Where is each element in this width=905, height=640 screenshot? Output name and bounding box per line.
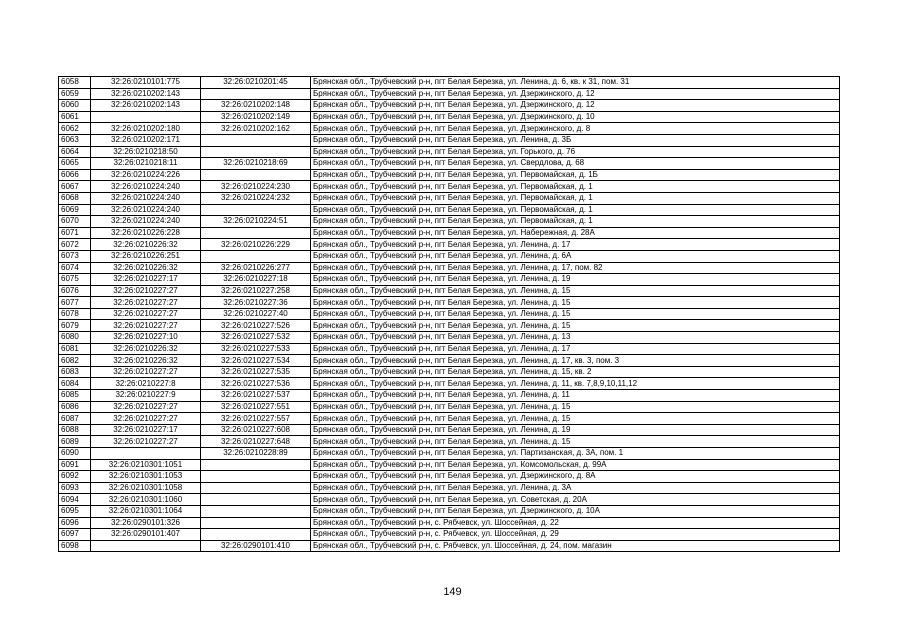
building-cadastral-number-cell: 32:26:0210224:51: [201, 216, 311, 228]
row-number-cell: 6072: [59, 239, 91, 251]
land-cadastral-number-cell: 32:26:0210301:1064: [91, 505, 201, 517]
address-cell: Брянская обл., Трубчевский р-н, пгт Белая Березка, ул. Первомайская, д. 1: [311, 192, 840, 204]
row-number-cell: 6060: [59, 100, 91, 112]
table-row: [59, 134, 840, 146]
table-row: [59, 88, 840, 100]
row-number-cell: 6067: [59, 181, 91, 193]
building-cadastral-number-cell: 32:26:0210226:229: [201, 239, 311, 251]
building-cadastral-number-cell: 32:26:0210227:551: [201, 401, 311, 413]
table-row: [59, 505, 840, 517]
table-row: [59, 390, 840, 402]
table-row: [59, 111, 840, 123]
address-cell: Брянская обл., Трубчевский р-н, с. Рябчевск, ул. Шоссейная, д. 22: [311, 517, 840, 529]
row-number-cell: 6063: [59, 134, 91, 146]
row-number-cell: 6068: [59, 192, 91, 204]
land-cadastral-number-cell: 32:26:0210227:10: [91, 332, 201, 344]
building-cadastral-number-cell: [201, 471, 311, 483]
land-cadastral-number-cell: 32:26:0210218:11: [91, 158, 201, 170]
land-cadastral-number-cell: 32:26:0210224:240: [91, 192, 201, 204]
land-cadastral-number-cell: 32:26:0210227:27: [91, 401, 201, 413]
table-row: [59, 169, 840, 181]
row-number-cell: 6094: [59, 494, 91, 506]
building-cadastral-number-cell: [201, 494, 311, 506]
row-number-cell: 6087: [59, 413, 91, 425]
land-cadastral-number-cell: [91, 111, 201, 123]
land-cadastral-number-cell: 32:26:0210226:251: [91, 250, 201, 262]
table-row: [59, 320, 840, 332]
building-cadastral-number-cell: 32:26:0210224:230: [201, 181, 311, 193]
address-cell: Брянская обл., Трубчевский р-н, пгт Белая Березка, ул. Ленина, д. 19: [311, 424, 840, 436]
address-cell: Брянская обл., Трубчевский р-н, пгт Белая Березка, ул. Первомайская, д. 1Б: [311, 169, 840, 181]
address-cell: Брянская обл., Трубчевский р-н, пгт Белая Березка, ул. Первомайская, д. 1: [311, 181, 840, 193]
building-cadastral-number-cell: 32:26:0210202:148: [201, 100, 311, 112]
land-cadastral-number-cell: 32:26:0210224:226: [91, 169, 201, 181]
table-row: [59, 355, 840, 367]
row-number-cell: 6078: [59, 308, 91, 320]
address-cell: Брянская обл., Трубчевский р-н, пгт Белая Березка, ул. Комсомольская, д. 99А: [311, 459, 840, 471]
table-row: [59, 436, 840, 448]
address-cell: Брянская обл., Трубчевский р-н, пгт Белая Березка, ул. Дзержинского, д. 8А: [311, 471, 840, 483]
table-row: [59, 297, 840, 309]
building-cadastral-number-cell: 32:26:0210227:18: [201, 274, 311, 286]
land-cadastral-number-cell: 32:26:0210227:17: [91, 424, 201, 436]
address-cell: Брянская обл., Трубчевский р-н, пгт Белая Березка, ул. Первомайская, д. 1: [311, 204, 840, 216]
land-cadastral-number-cell: 32:26:0210301:1051: [91, 459, 201, 471]
land-cadastral-number-cell: 32:26:0210226:32: [91, 343, 201, 355]
land-cadastral-number-cell: 32:26:0210224:240: [91, 216, 201, 228]
land-cadastral-number-cell: 32:26:0210227:27: [91, 320, 201, 332]
row-number-cell: 6095: [59, 505, 91, 517]
building-cadastral-number-cell: 32:26:0210201:45: [201, 77, 311, 89]
building-cadastral-number-cell: 32:26:0210227:258: [201, 285, 311, 297]
building-cadastral-number-cell: 32:26:0210227:648: [201, 436, 311, 448]
row-number-cell: 6076: [59, 285, 91, 297]
land-cadastral-number-cell: 32:26:0290101:407: [91, 529, 201, 541]
building-cadastral-number-cell: [201, 517, 311, 529]
table-row: [59, 529, 840, 541]
page-number: 149: [443, 586, 462, 598]
land-cadastral-number-cell: 32:26:0210227:27: [91, 366, 201, 378]
building-cadastral-number-cell: 32:26:0210227:536: [201, 378, 311, 390]
land-cadastral-number-cell: 32:26:0210202:143: [91, 100, 201, 112]
building-cadastral-number-cell: 32:26:0210227:537: [201, 390, 311, 402]
land-cadastral-number-cell: 32:26:0210224:240: [91, 181, 201, 193]
building-cadastral-number-cell: [201, 88, 311, 100]
table-row: [59, 343, 840, 355]
land-cadastral-number-cell: 32:26:0210202:143: [91, 88, 201, 100]
land-cadastral-number-cell: 32:26:0210227:9: [91, 390, 201, 402]
land-cadastral-number-cell: 32:26:0210227:27: [91, 308, 201, 320]
address-cell: Брянская обл., Трубчевский р-н, пгт Белая Березка, ул. Ленина, д. 17: [311, 239, 840, 251]
row-number-cell: 6091: [59, 459, 91, 471]
land-cadastral-number-cell: 32:26:0210224:240: [91, 204, 201, 216]
table-row: [59, 181, 840, 193]
building-cadastral-number-cell: 32:26:0210202:149: [201, 111, 311, 123]
land-cadastral-number-cell: [91, 540, 201, 552]
row-number-cell: 6086: [59, 401, 91, 413]
address-cell: Брянская обл., Трубчевский р-н, пгт Белая Березка, ул. Ленина, д. 17: [311, 343, 840, 355]
address-cell: Брянская обл., Трубчевский р-н, пгт Белая Березка, ул. Ленина, д. 11, кв. 7,8,9,10,11,12: [311, 378, 840, 390]
table-row: [59, 192, 840, 204]
row-number-cell: 6062: [59, 123, 91, 135]
address-cell: Брянская обл., Трубчевский р-н, пгт Белая Березка, ул. Ленина, д. 15, кв. 2: [311, 366, 840, 378]
building-cadastral-number-cell: [201, 250, 311, 262]
table-row: [59, 123, 840, 135]
land-cadastral-number-cell: [91, 448, 201, 460]
building-cadastral-number-cell: [201, 529, 311, 541]
row-number-cell: 6071: [59, 227, 91, 239]
address-cell: Брянская обл., Трубчевский р-н, пгт Белая Березка, ул. Ленина, д. 13: [311, 332, 840, 344]
row-number-cell: 6077: [59, 297, 91, 309]
address-cell: Брянская обл., Трубчевский р-н, пгт Белая Березка, ул. Ленина, д. 11: [311, 390, 840, 402]
row-number-cell: 6088: [59, 424, 91, 436]
land-cadastral-number-cell: 32:26:0210227:27: [91, 413, 201, 425]
table-row: [59, 250, 840, 262]
table-row: [59, 146, 840, 158]
address-cell: Брянская обл., Трубчевский р-н, пгт Белая Березка, ул. Ленина, д. 15: [311, 297, 840, 309]
table-row: [59, 378, 840, 390]
building-cadastral-number-cell: 32:26:0210227:526: [201, 320, 311, 332]
row-number-cell: 6079: [59, 320, 91, 332]
building-cadastral-number-cell: [201, 505, 311, 517]
row-number-cell: 6059: [59, 88, 91, 100]
row-number-cell: 6085: [59, 390, 91, 402]
table-row: [59, 424, 840, 436]
building-cadastral-number-cell: 32:26:0210227:535: [201, 366, 311, 378]
building-cadastral-number-cell: 32:26:0210227:557: [201, 413, 311, 425]
address-cell: Брянская обл., Трубчевский р-н, пгт Белая Березка, ул. Ленина, д. 15: [311, 401, 840, 413]
land-cadastral-number-cell: 32:26:0210301:1053: [91, 471, 201, 483]
row-number-cell: 6083: [59, 366, 91, 378]
table-row: [59, 227, 840, 239]
row-number-cell: 6098: [59, 540, 91, 552]
address-cell: Брянская обл., Трубчевский р-н, пгт Белая Березка, ул. Дзержинского, д. 12: [311, 100, 840, 112]
table-row: [59, 239, 840, 251]
land-cadastral-number-cell: 32:26:0210226:32: [91, 355, 201, 367]
land-cadastral-number-cell: 32:26:0210227:27: [91, 436, 201, 448]
row-number-cell: 6073: [59, 250, 91, 262]
registry-table-body: [59, 77, 840, 552]
row-number-cell: 6084: [59, 378, 91, 390]
table-row: [59, 459, 840, 471]
land-cadastral-number-cell: 32:26:0210301:1058: [91, 482, 201, 494]
row-number-cell: 6069: [59, 204, 91, 216]
address-cell: Брянская обл., Трубчевский р-н, с. Рябчевск, ул. Шоссейная, д. 29: [311, 529, 840, 541]
table-row: [59, 204, 840, 216]
row-number-cell: 6082: [59, 355, 91, 367]
land-cadastral-number-cell: 32:26:0210226:228: [91, 227, 201, 239]
table-row: [59, 216, 840, 228]
address-cell: Брянская обл., Трубчевский р-н, пгт Белая Березка, ул. Ленина, д. 17, пом. 82: [311, 262, 840, 274]
address-cell: Брянская обл., Трубчевский р-н, пгт Белая Березка, ул. Ленина, д. 15: [311, 436, 840, 448]
address-cell: Брянская обл., Трубчевский р-н, пгт Белая Березка, ул. Дзержинского, д. 10: [311, 111, 840, 123]
building-cadastral-number-cell: 32:26:0290101:410: [201, 540, 311, 552]
row-number-cell: 6061: [59, 111, 91, 123]
building-cadastral-number-cell: 32:26:0210226:277: [201, 262, 311, 274]
row-number-cell: 6097: [59, 529, 91, 541]
building-cadastral-number-cell: 32:26:0210227:36: [201, 297, 311, 309]
row-number-cell: 6065: [59, 158, 91, 170]
land-cadastral-number-cell: 32:26:0210202:180: [91, 123, 201, 135]
land-cadastral-number-cell: 32:26:0210226:32: [91, 262, 201, 274]
building-cadastral-number-cell: [201, 227, 311, 239]
row-number-cell: 6066: [59, 169, 91, 181]
building-cadastral-number-cell: 32:26:0210228:89: [201, 448, 311, 460]
row-number-cell: 6070: [59, 216, 91, 228]
land-cadastral-number-cell: 32:26:0210227:17: [91, 274, 201, 286]
address-cell: Брянская обл., Трубчевский р-н, пгт Белая Березка, ул. Ленина, д. 6А: [311, 250, 840, 262]
row-number-cell: 6075: [59, 274, 91, 286]
building-cadastral-number-cell: 32:26:0210227:532: [201, 332, 311, 344]
table-row: [59, 308, 840, 320]
row-number-cell: 6096: [59, 517, 91, 529]
table-row: [59, 494, 840, 506]
table-row: [59, 413, 840, 425]
table-row: [59, 285, 840, 297]
table-row: [59, 517, 840, 529]
registry-table: [58, 76, 840, 552]
land-cadastral-number-cell: 32:26:0210101:775: [91, 77, 201, 89]
land-cadastral-number-cell: 32:26:0210202:171: [91, 134, 201, 146]
address-cell: Брянская обл., Трубчевский р-н, пгт Белая Березка, ул. Ленина, д. 3Б: [311, 134, 840, 146]
land-cadastral-number-cell: 32:26:0210227:8: [91, 378, 201, 390]
building-cadastral-number-cell: [201, 204, 311, 216]
table-row: [59, 274, 840, 286]
row-number-cell: 6081: [59, 343, 91, 355]
table-row: [59, 332, 840, 344]
address-cell: Брянская обл., Трубчевский р-н, пгт Белая Березка, ул. Советская, д. 20А: [311, 494, 840, 506]
building-cadastral-number-cell: 32:26:0210224:232: [201, 192, 311, 204]
address-cell: Брянская обл., Трубчевский р-н, пгт Белая Березка, ул. Свердлова, д. 68: [311, 158, 840, 170]
address-cell: Брянская обл., Трубчевский р-н, пгт Белая Березка, ул. Ленина, д. 15: [311, 285, 840, 297]
building-cadastral-number-cell: 32:26:0210227:533: [201, 343, 311, 355]
row-number-cell: 6074: [59, 262, 91, 274]
address-cell: Брянская обл., Трубчевский р-н, пгт Белая Березка, ул. Первомайская, д. 1: [311, 216, 840, 228]
building-cadastral-number-cell: 32:26:0210227:608: [201, 424, 311, 436]
address-cell: Брянская обл., Трубчевский р-н, пгт Белая Березка, ул. Дзержинского, д. 10А: [311, 505, 840, 517]
building-cadastral-number-cell: [201, 169, 311, 181]
address-cell: Брянская обл., Трубчевский р-н, с. Рябчевск, ул. Шоссейная, д. 24, пом. магазин: [311, 540, 840, 552]
land-cadastral-number-cell: 32:26:0290101:326: [91, 517, 201, 529]
address-cell: Брянская обл., Трубчевский р-н, пгт Белая Березка, ул. Ленина, д. 3А: [311, 482, 840, 494]
address-cell: Брянская обл., Трубчевский р-н, пгт Белая Березка, ул. Ленина, д. 17, кв. 3, пом. 3: [311, 355, 840, 367]
address-cell: Брянская обл., Трубчевский р-н, пгт Белая Березка, ул. Дзержинского, д. 12: [311, 88, 840, 100]
row-number-cell: 6080: [59, 332, 91, 344]
table-row: [59, 401, 840, 413]
row-number-cell: 6093: [59, 482, 91, 494]
table-row: [59, 158, 840, 170]
building-cadastral-number-cell: 32:26:0210227:534: [201, 355, 311, 367]
address-cell: Брянская обл., Трубчевский р-н, пгт Белая Березка, ул. Дзержинского, д. 8: [311, 123, 840, 135]
address-cell: Брянская обл., Трубчевский р-н, пгт Белая Березка, ул. Ленина, д. 6, кв. к 31, пом. 31: [311, 77, 840, 89]
land-cadastral-number-cell: 32:26:0210227:27: [91, 297, 201, 309]
building-cadastral-number-cell: [201, 459, 311, 471]
building-cadastral-number-cell: 32:26:0210218:69: [201, 158, 311, 170]
table-row: [59, 100, 840, 112]
row-number-cell: 6089: [59, 436, 91, 448]
address-cell: Брянская обл., Трубчевский р-н, пгт Белая Березка, ул. Ленина, д. 15: [311, 413, 840, 425]
table-row: [59, 77, 840, 89]
address-cell: Брянская обл., Трубчевский р-н, пгт Белая Березка, ул. Ленина, д. 15: [311, 320, 840, 332]
building-cadastral-number-cell: [201, 146, 311, 158]
land-cadastral-number-cell: 32:26:0210227:27: [91, 285, 201, 297]
building-cadastral-number-cell: 32:26:0210227:40: [201, 308, 311, 320]
address-cell: Брянская обл., Трубчевский р-н, пгт Белая Березка, ул. Горького, д. 76: [311, 146, 840, 158]
building-cadastral-number-cell: [201, 482, 311, 494]
row-number-cell: 6092: [59, 471, 91, 483]
land-cadastral-number-cell: 32:26:0210301:1060: [91, 494, 201, 506]
land-cadastral-number-cell: 32:26:0210218:50: [91, 146, 201, 158]
table-row: [59, 540, 840, 552]
land-cadastral-number-cell: 32:26:0210226:32: [91, 239, 201, 251]
building-cadastral-number-cell: 32:26:0210202:162: [201, 123, 311, 135]
building-cadastral-number-cell: [201, 134, 311, 146]
table-row: [59, 262, 840, 274]
address-cell: Брянская обл., Трубчевский р-н, пгт Белая Березка, ул. Ленина, д. 19: [311, 274, 840, 286]
table-row: [59, 471, 840, 483]
address-cell: Брянская обл., Трубчевский р-н, пгт Белая Березка, ул. Партизанская, д. 3А, пом. 1: [311, 448, 840, 460]
address-cell: Брянская обл., Трубчевский р-н, пгт Белая Березка, ул. Ленина, д. 15: [311, 308, 840, 320]
table-row: [59, 366, 840, 378]
row-number-cell: 6090: [59, 448, 91, 460]
table-row: [59, 482, 840, 494]
address-cell: Брянская обл., Трубчевский р-н, пгт Белая Березка, ул. Набережная, д. 28А: [311, 227, 840, 239]
row-number-cell: 6058: [59, 77, 91, 89]
row-number-cell: 6064: [59, 146, 91, 158]
table-row: [59, 448, 840, 460]
